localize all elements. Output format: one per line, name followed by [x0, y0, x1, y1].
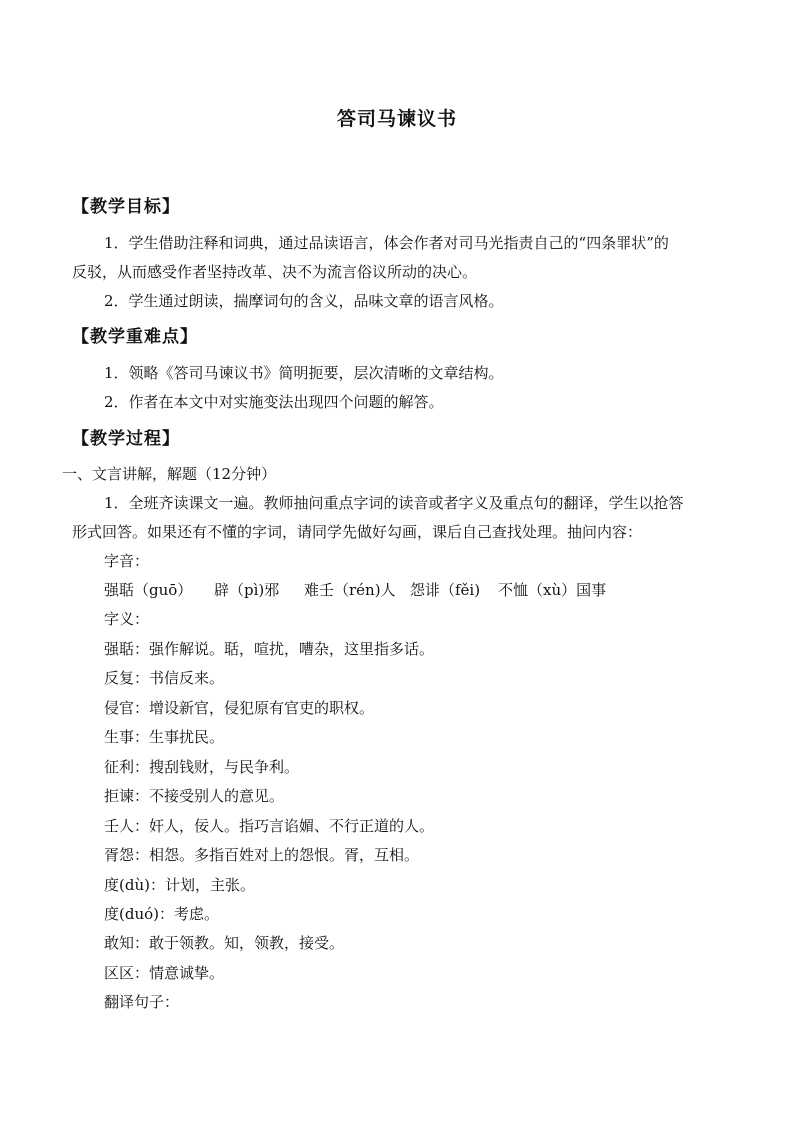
meaning-item: 敢知：敢于领教。知，领教，接受。	[104, 934, 345, 952]
meaning-item: 征利：搜刮钱财，与民争利。	[104, 758, 300, 776]
difficulty-line-1: 1．领略《答司马谏议书》简明扼要，层次清晰的文章结构。	[104, 364, 504, 382]
meaning-item: 强聒：强作解说。聒，喧扰，嘈杂，这里指多话。	[104, 640, 435, 658]
pronunciation-item: 辟（pì)邪	[214, 581, 280, 599]
step-1-line-2: 形式回答。如果还有不懂的字词，请同学先做好勾画，课后自己查找处理。抽问内容：	[72, 523, 643, 541]
meaning-item: 区区：情意诚挚。	[104, 964, 225, 982]
meaning-item: 胥怨：相怨。多指百姓对上的怨恨。胥，互相。	[104, 846, 420, 864]
pronunciation-item: 怨诽（fěi)	[410, 581, 481, 599]
pronunciation-item: 不恤（xù）国事	[498, 581, 607, 599]
difficulty-line-2: 2．作者在本文中对实施变法出现四个问题的解答。	[104, 393, 444, 411]
meaning-item: 度(duó)：考虑。	[104, 905, 219, 923]
meaning-label: 字义：	[104, 610, 150, 628]
step-1-line-1: 1．全班齐读课文一遍。教师抽问重点字词的读音或者字义及重点句的翻译，学生以抢答	[104, 494, 684, 512]
pronunciation-item: 难壬（rén)人	[304, 581, 396, 599]
heading-objectives: 【教学目标】	[72, 197, 180, 217]
pronunciation-label: 字音：	[104, 552, 150, 570]
section-1-title: 一、文言讲解，解题（12分钟）	[62, 465, 277, 483]
meaning-item: 侵官：增设新官，侵犯原有官吏的职权。	[104, 699, 375, 717]
objective-line-3: 2．学生通过朗读，揣摩词句的含义，品味文章的语言风格。	[104, 292, 504, 310]
meaning-item: 拒谏：不接受别人的意见。	[104, 787, 285, 805]
meaning-item: 生事：生事扰民。	[104, 728, 225, 746]
meaning-item: 反复：书信反来。	[104, 669, 225, 687]
translate-label: 翻译句子：	[104, 993, 180, 1011]
pronunciation-item: 强聒（guō）	[104, 581, 193, 599]
objective-line-2: 反驳，从而感受作者坚持改革、决不为流言俗议所动的决心。	[72, 263, 478, 281]
heading-process: 【教学过程】	[72, 429, 180, 449]
objective-line-1: 1．学生借助注释和词典，通过品读语言，体会作者对司马光指责自己的“四条罪状”的	[104, 234, 669, 252]
heading-difficulties: 【教学重难点】	[72, 327, 198, 347]
meaning-item: 壬人：奸人，佞人。指巧言谄媚、不行正道的人。	[104, 817, 435, 835]
meaning-item: 度(dù)：计划，主张。	[104, 876, 255, 894]
document-title: 答司马谏议书	[336, 108, 457, 130]
